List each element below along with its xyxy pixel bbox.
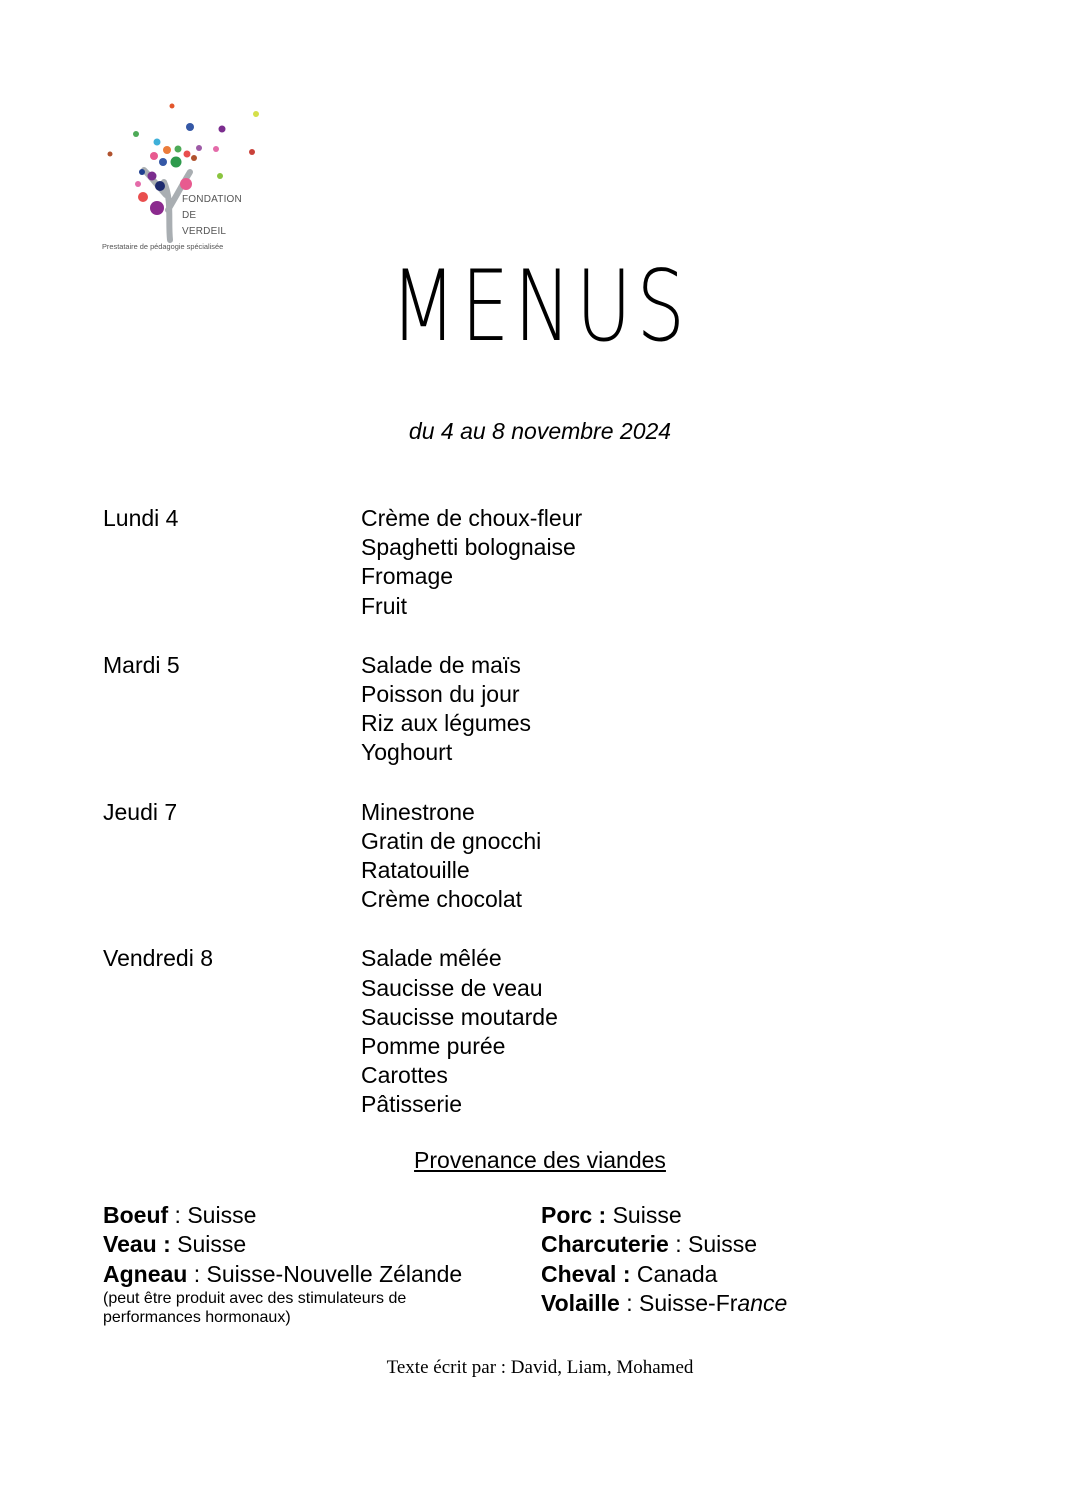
meat-sep: : [619, 1290, 639, 1317]
author-credit: Texte écrit par : David, Liam, Mohamed [386, 1357, 694, 1378]
dish-item: Crème de choux-fleur [361, 505, 583, 531]
dish-item: Ratatouille [361, 857, 470, 884]
meat-origin: Suisse-Nouvelle Zélande [206, 1260, 463, 1287]
foundation-logo [102, 100, 262, 256]
meat-name: Cheval : [541, 1260, 631, 1287]
dish-item: Fruit [361, 592, 407, 619]
logo-text-line3: VERDEIL [182, 226, 227, 237]
meat-sep: : [187, 1260, 207, 1287]
day-block [103, 798, 1003, 915]
dish-item: Carottes [361, 1062, 448, 1089]
meat-name: Boeuf [103, 1202, 169, 1228]
day-block [103, 504, 1003, 621]
meat-name: Porc : [541, 1202, 607, 1228]
meat-name: Volaille [541, 1290, 620, 1317]
meat-row [541, 1230, 787, 1259]
dish-item: Salade de maïs [361, 651, 521, 678]
dish-item: Minestrone [361, 798, 475, 825]
meat-sep: : [168, 1202, 188, 1228]
provenance-title: Provenance des viandes [414, 1147, 666, 1173]
logo-text-line1: FONDATION [182, 194, 242, 205]
logo-text-line2: DE [182, 210, 197, 221]
dish-list [361, 798, 541, 915]
meat-origin-italic: ance [737, 1290, 788, 1317]
meat-row [541, 1260, 787, 1289]
day-label: Vendredi 8 [103, 945, 213, 972]
dish-item: Gratin de gnocchi [361, 827, 542, 854]
meat-origin-left [103, 1201, 503, 1327]
day-block [103, 944, 1003, 1119]
dish-list [361, 651, 531, 768]
logo-tagline: Prestataire de pédagogie spécialisée [102, 242, 224, 251]
meat-row [541, 1289, 787, 1318]
page-title: MENUS [390, 250, 690, 364]
dish-item: Saucisse de veau [361, 974, 543, 1001]
meat-row [541, 1201, 787, 1230]
day-label: Lundi 4 [103, 505, 179, 531]
meat-sep: : [668, 1231, 688, 1258]
meat-origin-right [541, 1201, 787, 1319]
dish-item: Saucisse moutarde [361, 1003, 558, 1030]
dish-item: Pomme purée [361, 1033, 506, 1060]
day-block [103, 651, 1003, 768]
dish-item: Yoghourt [361, 739, 453, 766]
meat-name: Charcuterie [541, 1231, 669, 1258]
hormone-note: (peut être produit avec des stimulateurs de performances hormonaux) [103, 1290, 407, 1327]
date-range: du 4 au 8 novembre 2024 [408, 418, 672, 444]
meat-row [103, 1260, 503, 1289]
dish-list [361, 504, 582, 621]
dish-list [361, 944, 558, 1119]
meat-row [103, 1201, 503, 1230]
meat-origin: Suisse [177, 1231, 247, 1258]
menu-days [103, 504, 1003, 1150]
dish-item: Spaghetti bolognaise [361, 534, 576, 561]
dish-item: Pâtisserie [361, 1091, 462, 1118]
meat-name: Agneau [103, 1260, 188, 1287]
dish-item: Poisson du jour [361, 681, 520, 708]
dish-item: Riz aux légumes [361, 710, 532, 737]
meat-origin: Suisse-Fr [639, 1290, 738, 1317]
meat-row [103, 1230, 503, 1259]
meat-origin: Suisse [688, 1231, 758, 1258]
meat-origin: Suisse [187, 1202, 257, 1228]
day-label: Jeudi 7 [103, 798, 178, 825]
meat-origin: Canada [636, 1260, 718, 1287]
dish-item: Salade mêlée [361, 945, 502, 972]
meat-origin: Suisse [612, 1202, 682, 1228]
day-label: Mardi 5 [103, 651, 180, 678]
dish-item: Crème chocolat [361, 886, 523, 913]
meat-name: Veau : [103, 1231, 171, 1258]
dish-item: Fromage [361, 563, 454, 590]
